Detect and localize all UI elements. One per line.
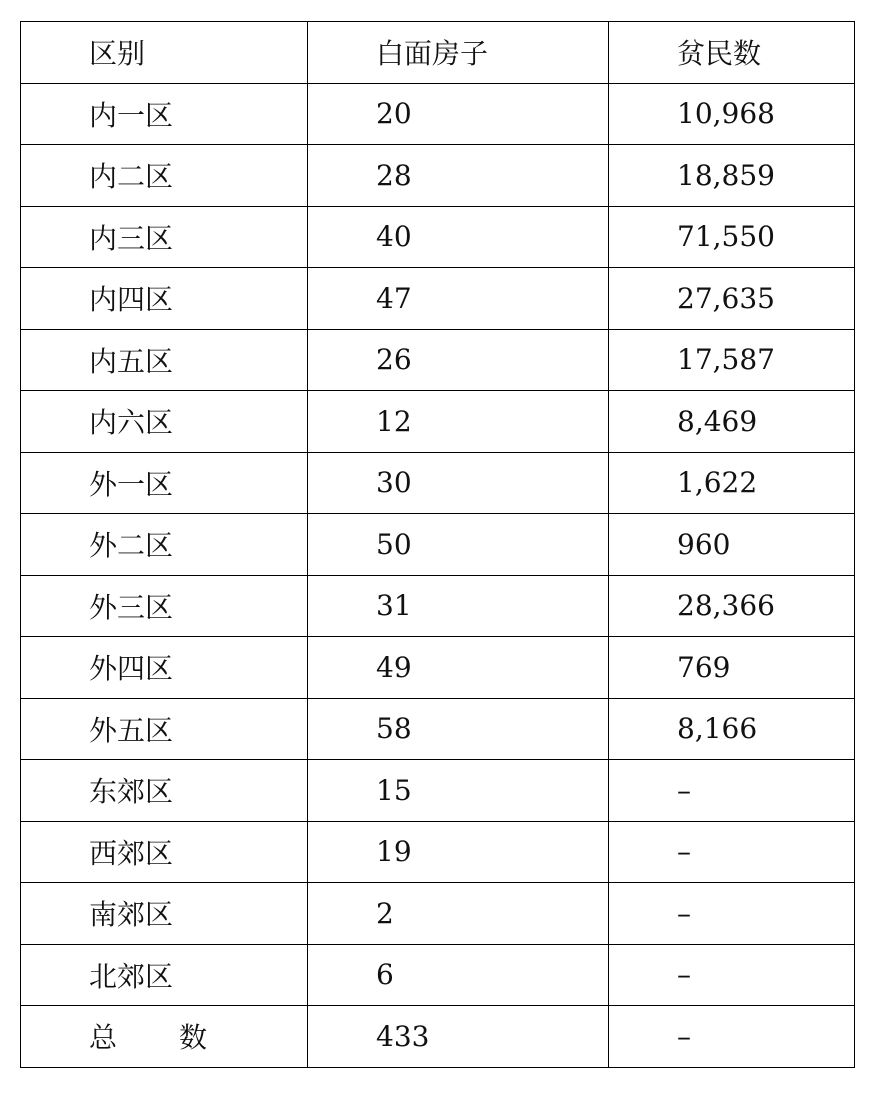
district-cell: 东郊区 (21, 760, 308, 822)
column-header-white-flour-houses: 白面房子 (308, 22, 609, 84)
total-label-first: 总 (89, 1021, 118, 1055)
column-header-district: 区别 (21, 22, 308, 84)
poor-count-cell: 1,622 (609, 452, 855, 514)
houses-cell: 31 (308, 575, 609, 637)
table-row (21, 145, 855, 207)
total-houses-cell: 433 (308, 1006, 609, 1068)
houses-cell: 15 (308, 760, 609, 822)
houses-cell: 47 (308, 268, 609, 330)
poor-count-cell: 8,166 (609, 698, 855, 760)
table-row (21, 329, 855, 391)
houses-cell: 49 (308, 637, 609, 699)
poor-count-cell: – (609, 760, 855, 822)
houses-cell: 30 (308, 452, 609, 514)
header-row (21, 22, 855, 84)
total-label-second: 数 (179, 1021, 208, 1055)
poor-count-cell: 18,859 (609, 145, 855, 207)
poor-count-cell: 17,587 (609, 329, 855, 391)
poor-count-cell: 27,635 (609, 268, 855, 330)
district-cell: 外一区 (21, 452, 308, 514)
houses-cell: 20 (308, 83, 609, 145)
table-row (21, 575, 855, 637)
table-row (21, 883, 855, 945)
table-row (21, 452, 855, 514)
houses-cell: 19 (308, 821, 609, 883)
poor-count-cell: – (609, 821, 855, 883)
table-row (21, 821, 855, 883)
poor-count-cell: 28,366 (609, 575, 855, 637)
table-row (21, 944, 855, 1006)
district-cell: 外三区 (21, 575, 308, 637)
houses-cell: 50 (308, 514, 609, 576)
table-row (21, 268, 855, 330)
poor-count-cell: 10,968 (609, 83, 855, 145)
poor-count-cell: 71,550 (609, 206, 855, 268)
houses-cell: 6 (308, 944, 609, 1006)
total-row (21, 1006, 855, 1068)
houses-cell: 58 (308, 698, 609, 760)
table-row (21, 760, 855, 822)
district-cell: 外五区 (21, 698, 308, 760)
district-cell: 外二区 (21, 514, 308, 576)
district-cell: 内五区 (21, 329, 308, 391)
table-row (21, 206, 855, 268)
district-cell: 内二区 (21, 145, 308, 207)
district-cell: 西郊区 (21, 821, 308, 883)
houses-cell: 40 (308, 206, 609, 268)
table-row (21, 637, 855, 699)
table-row (21, 83, 855, 145)
table-row (21, 391, 855, 453)
district-statistics-table (20, 21, 855, 1068)
table-body (21, 83, 855, 1067)
district-cell: 北郊区 (21, 944, 308, 1006)
houses-cell: 26 (308, 329, 609, 391)
poor-count-cell: – (609, 944, 855, 1006)
poor-count-cell: – (609, 883, 855, 945)
district-cell: 内三区 (21, 206, 308, 268)
poor-count-cell: 8,469 (609, 391, 855, 453)
total-label-cell (21, 1006, 308, 1068)
table-row (21, 698, 855, 760)
poor-count-cell: 769 (609, 637, 855, 699)
district-cell: 南郊区 (21, 883, 308, 945)
district-cell: 内六区 (21, 391, 308, 453)
column-header-poor-population: 贫民数 (609, 22, 855, 84)
district-cell: 外四区 (21, 637, 308, 699)
district-cell: 内一区 (21, 83, 308, 145)
district-cell: 内四区 (21, 268, 308, 330)
houses-cell: 12 (308, 391, 609, 453)
poor-count-cell: 960 (609, 514, 855, 576)
houses-cell: 2 (308, 883, 609, 945)
table-row (21, 514, 855, 576)
houses-cell: 28 (308, 145, 609, 207)
total-poor-count-cell: – (609, 1006, 855, 1068)
